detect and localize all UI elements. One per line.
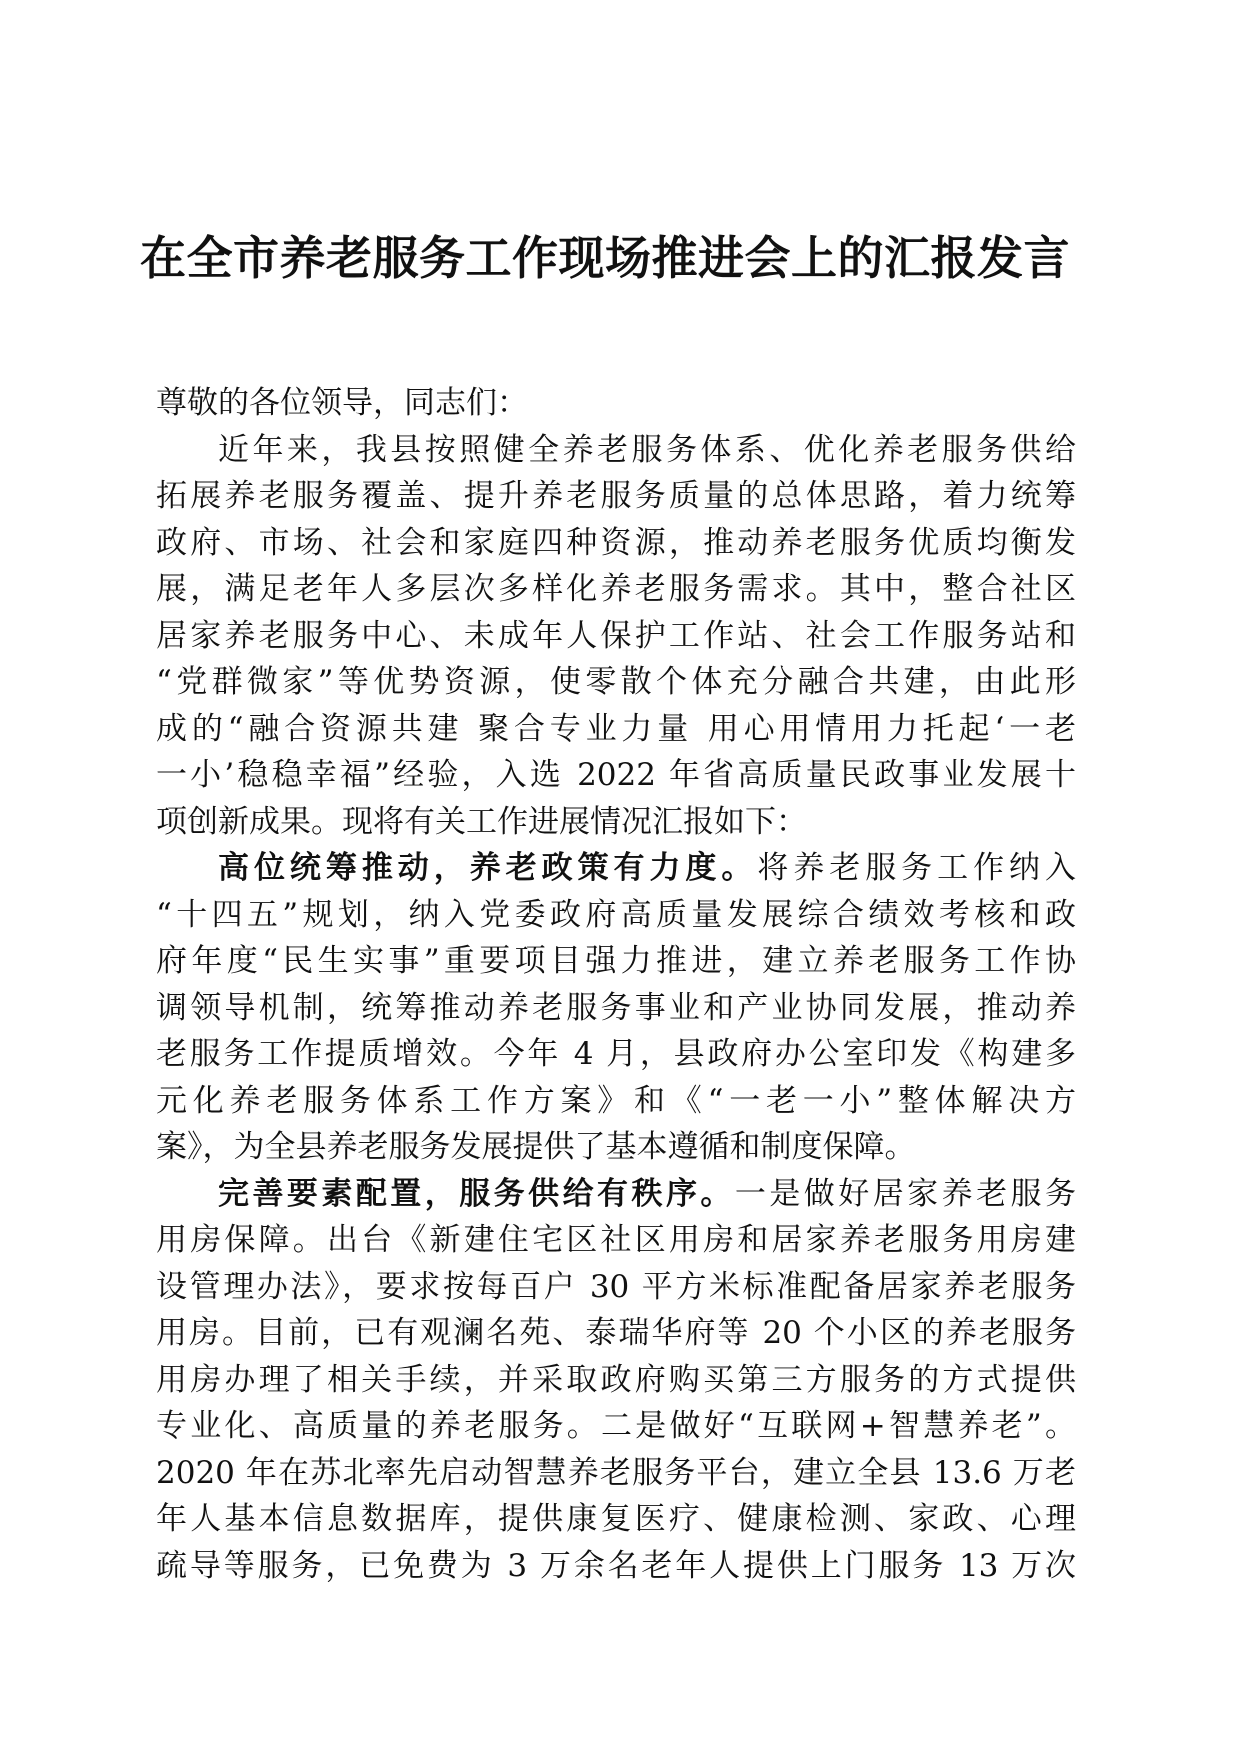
line-text: 用房。目前，已有观澜名苑、泰瑞华府等 20 个小区的养老服务 — [156, 1315, 1076, 1351]
text-line — [156, 985, 1076, 1032]
text-line — [156, 892, 1076, 939]
text-line — [156, 427, 1076, 474]
text-line — [156, 613, 1076, 660]
line-text: 疏导等服务，已免费为 3 万余名老年人提供上门服务 13 万次 — [156, 1547, 1076, 1584]
text-line — [156, 659, 1076, 706]
document-title: 在全市养老服务工作现场推进会上的汇报发言 — [140, 231, 1070, 285]
text-line — [156, 1357, 1076, 1404]
line-text: 用房保障。出台《新建住宅区社区用房和居家养老服务用房建 — [156, 1222, 1076, 1258]
section-heading: 完善要素配置，服务供给有秩序。 — [218, 1175, 735, 1212]
text-line — [156, 1078, 1076, 1125]
text-line — [156, 1450, 1076, 1497]
text-line — [156, 1124, 1076, 1171]
line-text: 拓展养老服务覆盖、提升养老服务质量的总体思路，着力统筹 — [156, 478, 1076, 514]
line-text: 一是做好居家养老服务 — [734, 1175, 1076, 1212]
text-line — [156, 566, 1076, 613]
line-text: 将养老服务工作纳入 — [757, 850, 1077, 886]
line-text: 用房办理了相关手续，并采取政府购买第三方服务的方式提供 — [156, 1361, 1076, 1398]
section-heading: 高位统筹推动，养老政策有力度。 — [218, 850, 758, 886]
line-text: “党群微家”等优势资源，使零散个体充分融合共建，由此形 — [156, 664, 1076, 700]
text-line — [156, 1543, 1076, 1590]
text-line — [156, 1310, 1076, 1357]
line-text: 案》，为全县养老服务发展提供了基本遵循和制度保障。 — [156, 1129, 916, 1165]
line-text: 一小’稳稳幸福”经验，入选 2022 年省高质量民政事业发展十 — [156, 757, 1076, 793]
text-line — [156, 1264, 1076, 1311]
text-line — [156, 799, 1076, 846]
text-line — [156, 473, 1076, 520]
line-text: 成的“融合资源共建 聚合专业力量 用心用情用力托起‘一老 — [156, 710, 1076, 747]
text-line — [156, 938, 1076, 985]
line-text: 府年度“民生实事”重要项目强力推进，建立养老服务工作协 — [156, 943, 1076, 979]
text-line — [156, 1031, 1076, 1078]
text-line — [156, 1217, 1076, 1264]
document-body — [156, 380, 1076, 1589]
line-text: 专业化、高质量的养老服务。二是做好“互联网+智慧养老”。 — [156, 1408, 1076, 1444]
line-text: 项创新成果。现将有关工作进展情况汇报如下： — [156, 803, 807, 840]
line-text: “十四五”规划，纳入党委政府高质量发展综合绩效考核和政 — [156, 896, 1076, 933]
text-line — [156, 752, 1076, 799]
text-line — [156, 1496, 1076, 1543]
line-text: 年人基本信息数据库，提供康复医疗、健康检测、家政、心理 — [156, 1501, 1076, 1537]
line-text: 展，满足老年人多层次多样化养老服务需求。其中，整合社区 — [156, 571, 1076, 607]
line-text: 元化养老服务体系工作方案》和《“一老一小”整体解决方 — [156, 1082, 1076, 1119]
line-text: 尊敬的各位领导，同志们： — [156, 385, 528, 421]
line-text: 2020 年在苏北率先启动智慧养老服务平台，建立全县 13.6 万老 — [156, 1454, 1076, 1491]
line-text: 调领导机制，统筹推动养老服务事业和产业协同发展，推动养 — [156, 989, 1076, 1026]
text-line — [156, 520, 1076, 567]
line-text: 居家养老服务中心、未成年人保护工作站、社会工作服务站和 — [156, 617, 1076, 654]
text-line — [156, 1403, 1076, 1450]
line-text: 老服务工作提质增效。今年 4 月，县政府办公室印发《构建多 — [156, 1036, 1076, 1072]
text-line — [156, 706, 1076, 753]
line-text: 设管理办法》，要求按每百户 30 平方米标准配备居家养老服务 — [156, 1268, 1076, 1305]
line-text: 近年来，我县按照健全养老服务体系、优化养老服务供给 — [218, 431, 1076, 468]
line-text: 政府、市场、社会和家庭四种资源，推动养老服务优质均衡发 — [156, 524, 1076, 561]
text-line — [156, 380, 1076, 427]
text-line — [156, 1171, 1076, 1218]
text-line — [156, 845, 1076, 892]
